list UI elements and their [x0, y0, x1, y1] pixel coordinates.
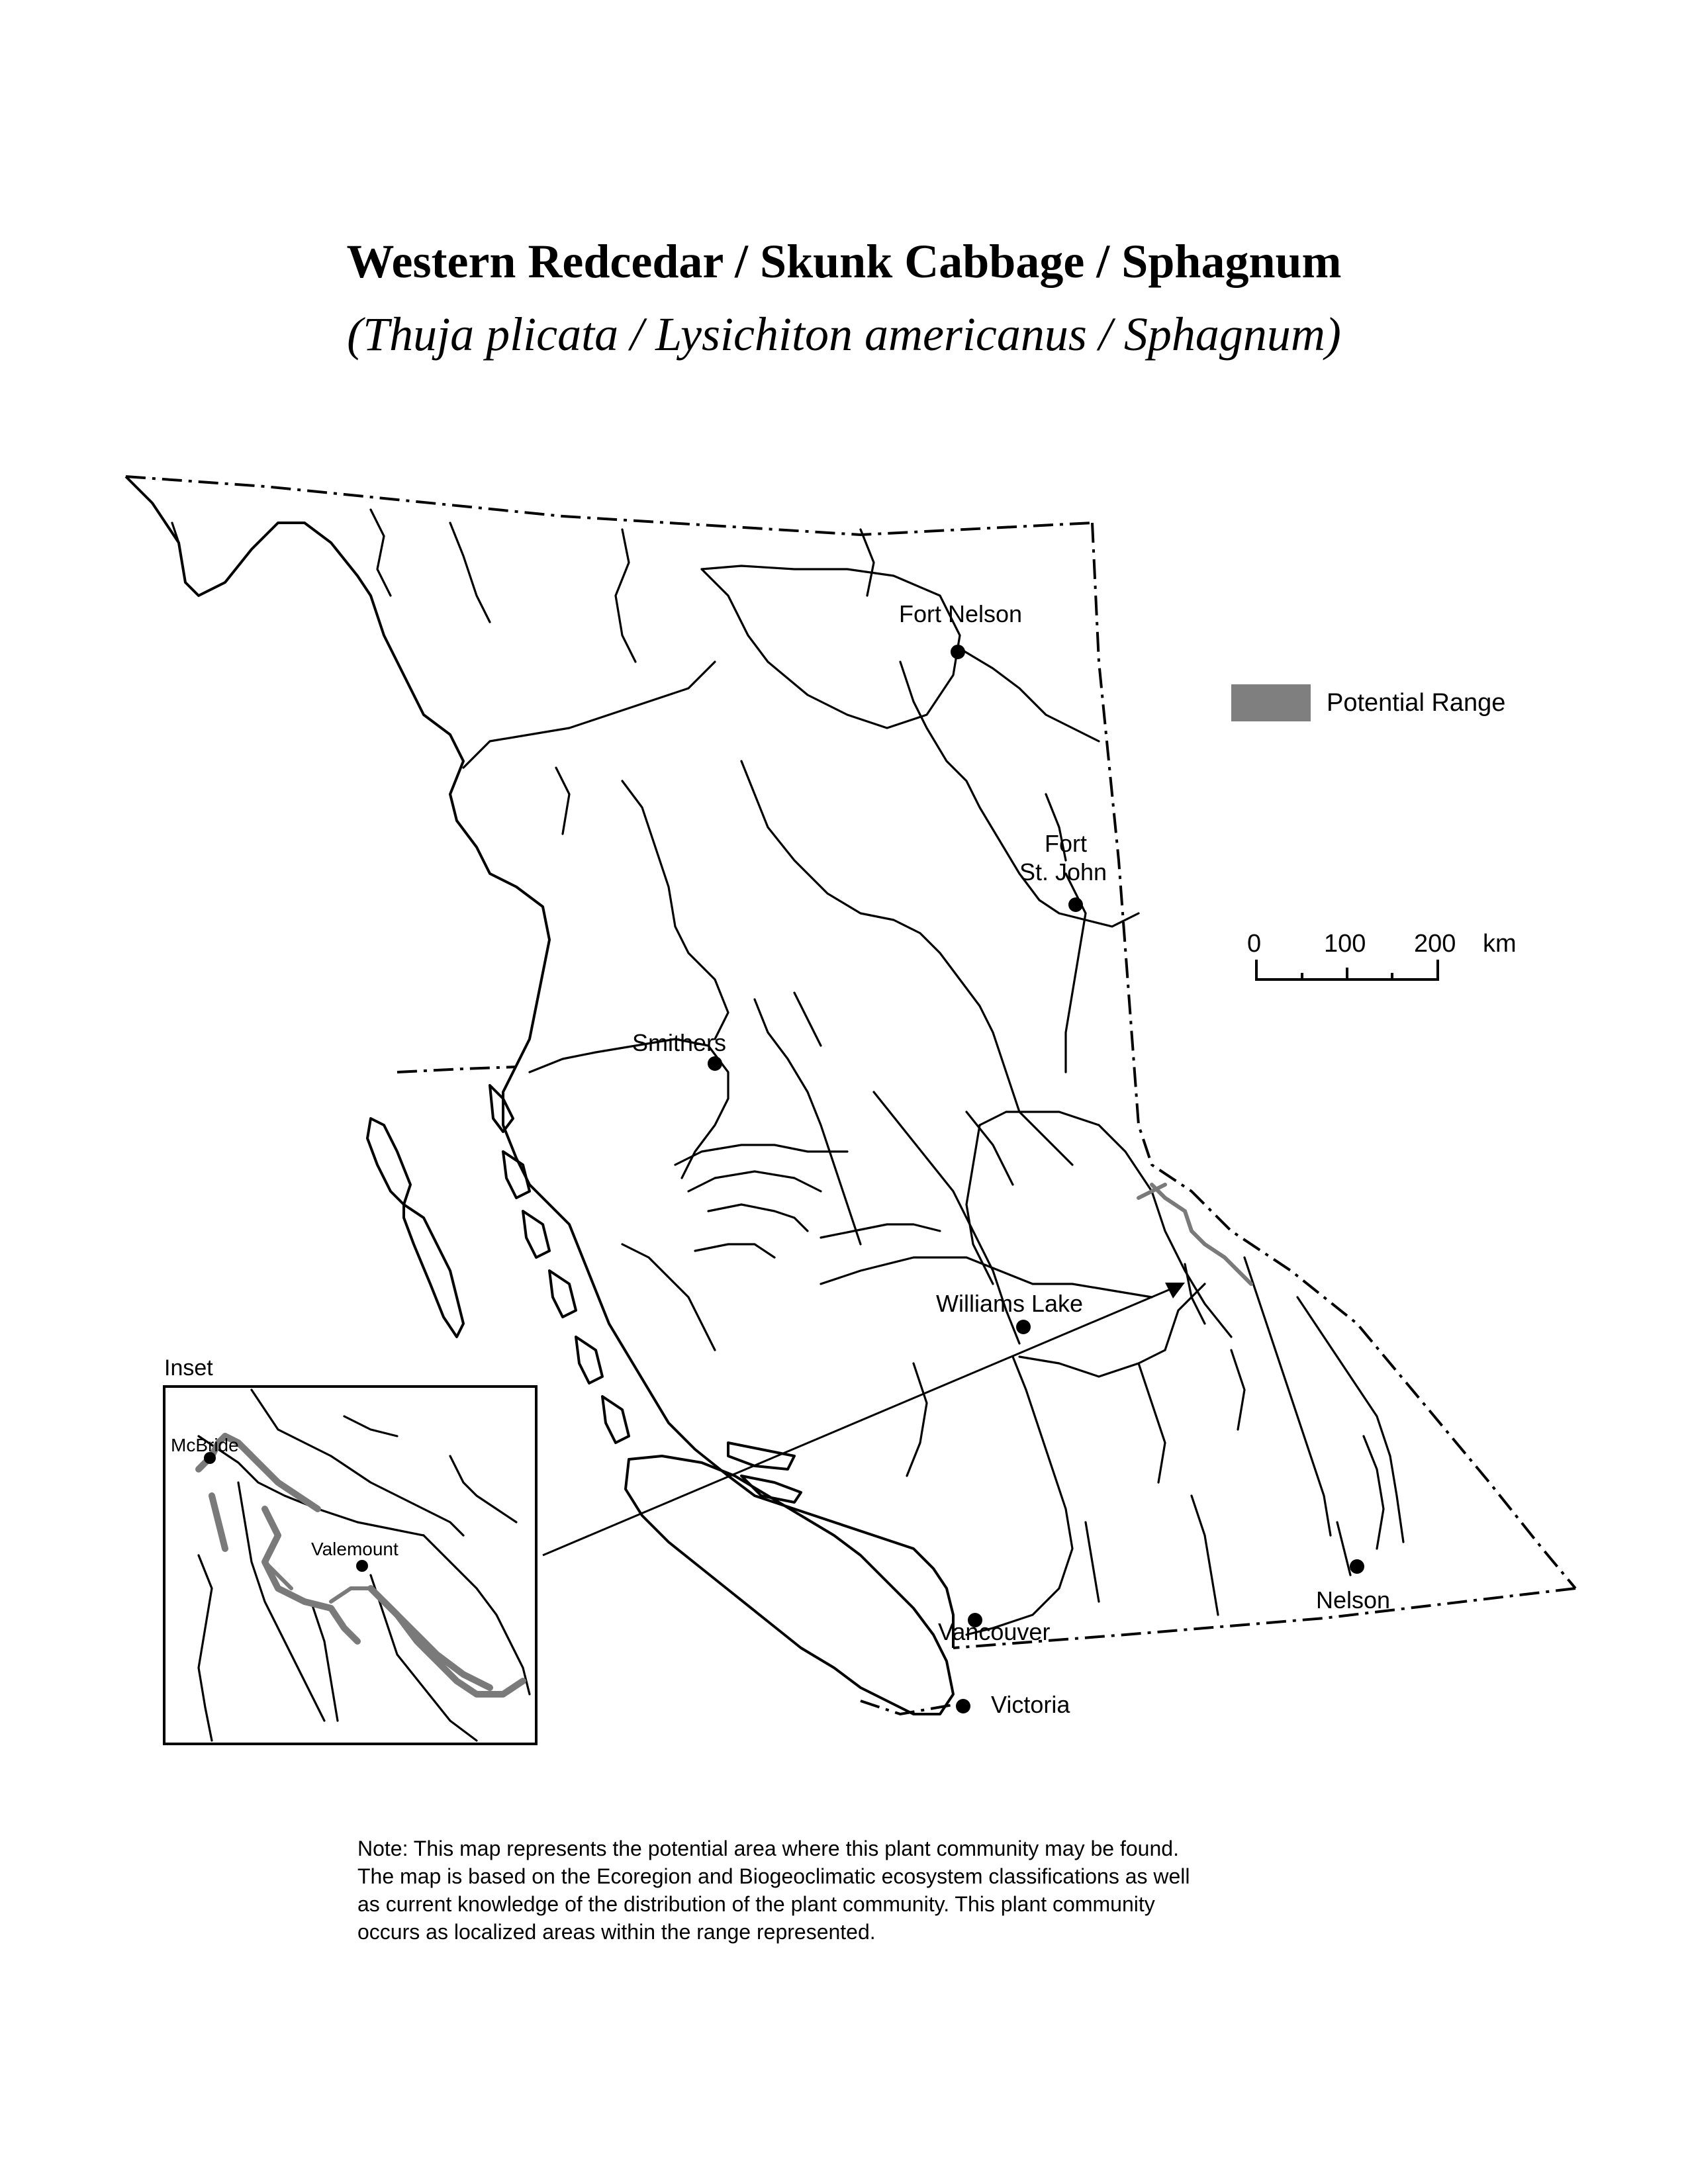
- smithers-label: Smithers: [632, 1029, 727, 1056]
- map-title: Western Redcedar / Skunk Cabbage / Sphagnum: [346, 235, 1342, 288]
- williams-lake-label: Williams Lake: [936, 1290, 1084, 1317]
- victoria-label: Victoria: [991, 1691, 1070, 1718]
- mcbride-label: McBride: [171, 1435, 239, 1455]
- vancouver-label: Vancouver: [938, 1618, 1051, 1645]
- valemount-dot: [356, 1560, 368, 1572]
- alaska-panhandle-border: [397, 1067, 516, 1072]
- cities: [632, 600, 1390, 1718]
- scale-unit: km: [1483, 930, 1517, 958]
- map-subtitle: (Thuja plicata / Lysichiton americanus / Sphagnum): [347, 308, 1341, 361]
- scale-tick-100: 100: [1324, 930, 1366, 958]
- inset-map: [164, 1387, 536, 1744]
- haida-gwaii-south: [404, 1205, 463, 1337]
- williams-lake-dot: [1016, 1320, 1031, 1334]
- note-line: as current knowledge of the distribution of the plant community. This plant community: [357, 1892, 1155, 1916]
- potential-range-swatch: [1231, 684, 1311, 721]
- nelson-dot: [1350, 1559, 1364, 1574]
- fort-nelson-dot: [951, 645, 965, 659]
- nelson-label: Nelson: [1316, 1586, 1391, 1614]
- fort-st-john-label-2: St. John: [1019, 858, 1107, 886]
- note-line: Note: This map represents the potential area where this plant community may be found.: [357, 1837, 1179, 1860]
- note-line: occurs as localized areas within the range represented.: [357, 1920, 876, 1944]
- map-note: [357, 1835, 1377, 1946]
- haida-gwaii-north: [367, 1118, 410, 1205]
- valemount-label: Valemount: [311, 1539, 399, 1559]
- fort-st-john-label-1: Fort: [1045, 830, 1088, 857]
- legend: [1231, 682, 1505, 724]
- inset-title: Inset: [164, 1355, 213, 1381]
- scale-bar: [1256, 960, 1438, 979]
- scale-tick-200: 200: [1414, 930, 1456, 958]
- legend-label: Potential Range: [1327, 688, 1506, 717]
- fort-st-john-dot: [1068, 897, 1083, 912]
- note-line: The map is based on the Ecoregion and Biogeoclimatic ecosystem classifications as well: [357, 1864, 1190, 1888]
- vancouver-island: [626, 1456, 953, 1714]
- scale-tick-0: 0: [1247, 930, 1262, 958]
- smithers-dot: [708, 1056, 722, 1071]
- inset-arrow: [543, 1283, 1185, 1555]
- north-border: [126, 477, 1092, 535]
- victoria-dot: [956, 1699, 970, 1713]
- fort-nelson-label: Fort Nelson: [899, 600, 1023, 627]
